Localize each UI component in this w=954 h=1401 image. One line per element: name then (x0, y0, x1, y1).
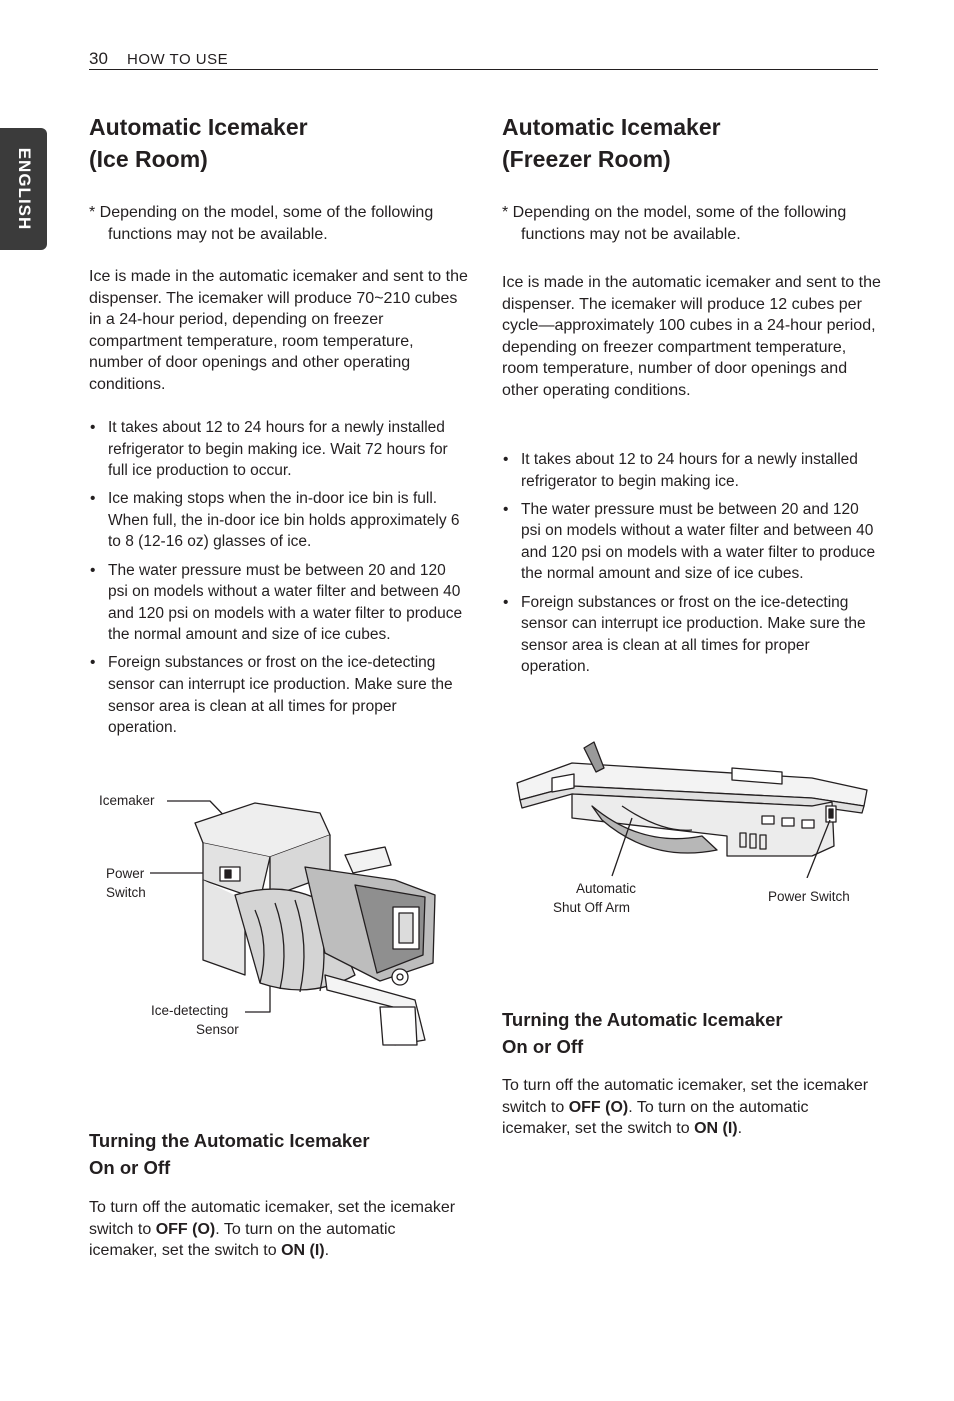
left-subtitle-line1: Turning the Automatic Icemaker (89, 1130, 370, 1151)
left-onoff-part2: . To turn on the automatic icemaker, set the switch to (89, 1220, 396, 1260)
right-subtitle (502, 1006, 882, 1060)
right-onoff-part1: To turn off the automatic icemaker, set the icemaker switch to (502, 1077, 869, 1116)
right-bullet-list (502, 449, 877, 684)
right-subtitle-line1: Turning the Automatic Icemaker (502, 1009, 783, 1030)
language-tab (0, 128, 47, 250)
left-onoff-part1: To turn off the automatic icemaker, set the icemaker switch to (89, 1199, 456, 1238)
left-bullet-3: • The water pressure must be between 20 and 120 psi on models without a water filter and between 40 and 120 psi on models with a water filter to produce the normal amount and size of ice cubes. (89, 560, 464, 646)
label-power-switch-line1: Power (106, 866, 145, 881)
left-off-label: OFF (O) (155, 1220, 216, 1238)
left-bullet-4: • Foreign substances or frost on the ice-detecting sensor can interrupt ice production. Make sure the sensor area is clean at all times for proper operation. (89, 652, 464, 738)
left-intro: Ice is made in the automatic icemaker and sent to the dispenser. The icemaker will produce 70~210 cubes in a 24-hour period, depending on freezer compartment temperature, room temperature, number of door openings and other operating conditions. (89, 268, 468, 393)
label-shut-off-arm-line2: Shut Off Arm (553, 900, 631, 915)
left-bullet-1: • It takes about 12 to 24 hours for a newly installed refrigerator to begin making ice. Wait 72 hours for full ice production to occur. (89, 417, 464, 482)
icemaker-ice-room-illustration (95, 785, 445, 1055)
right-title (502, 111, 882, 175)
left-title-line1: Automatic Icemaker (89, 114, 308, 140)
left-onoff-text (89, 1197, 457, 1262)
right-onoff-part3: . (737, 1120, 743, 1138)
label-power-switch-freezer: Power Switch (768, 889, 850, 904)
header-rule (89, 69, 878, 70)
label-ice-sensor-line2: Sensor (196, 1022, 239, 1037)
left-subtitle (89, 1127, 469, 1181)
right-off-label: OFF (O) (568, 1098, 629, 1116)
left-title-line2: (Ice Room) (89, 146, 208, 172)
label-icemaker: Icemaker (99, 793, 155, 808)
right-onoff-part2: . To turn on the automatic icemaker, set the switch to (502, 1098, 809, 1138)
right-bullet-1: • It takes about 12 to 24 hours for a newly installed refrigerator to begin making ice. (502, 449, 877, 492)
left-bullet-list (89, 417, 464, 745)
left-onoff-part3: . (324, 1242, 330, 1260)
left-bullet-2: • Ice making stops when the in-door ice bin is full. When full, the in-door ice bin holds approximately 6 to 8 (12-16 oz) glasses of ice. (89, 488, 464, 553)
right-bullet-2: • The water pressure must be between 20 and 120 psi on models without a water filter and between 40 and 120 psi on models with a water filter to produce the normal amount and size of ice cubes. (502, 499, 877, 585)
right-intro: Ice is made in the automatic icemaker and sent to the dispenser. The icemaker will produce 12 cubes per cycle—approximately 100 cubes in a 24-hour period, depending on freezer compartment temperature, room temperature, number of door openings and other operating conditions. (502, 274, 881, 399)
icemaker-freezer-room-illustration (512, 738, 874, 878)
left-on-label: ON (I) (281, 1242, 325, 1260)
label-shut-off-arm-line1: Automatic (576, 881, 637, 896)
right-note: * Depending on the model, some of the following functions may not be available. (502, 204, 847, 243)
left-note: * Depending on the model, some of the following functions may not be available. (89, 204, 434, 243)
label-power-switch-line2: Switch (106, 885, 146, 900)
language-tab-label: ENGLISH (14, 147, 34, 231)
right-title-line1: Automatic Icemaker (502, 114, 721, 140)
label-ice-sensor-line1: Ice-detecting (151, 1003, 229, 1018)
right-title-line2: (Freezer Room) (502, 146, 671, 172)
left-subtitle-line2: On or Off (89, 1157, 171, 1178)
right-subtitle-line2: On or Off (502, 1036, 584, 1057)
left-title (89, 111, 469, 175)
right-onoff-text (502, 1075, 870, 1140)
right-on-label: ON (I) (694, 1120, 738, 1138)
section-title: HOW TO USE (127, 51, 229, 68)
right-bullet-3: • Foreign substances or frost on the ice-detecting sensor can interrupt ice production. Make sure the sensor area is clean at all times for proper operation. (502, 592, 877, 678)
page-number: 30 (89, 49, 108, 68)
